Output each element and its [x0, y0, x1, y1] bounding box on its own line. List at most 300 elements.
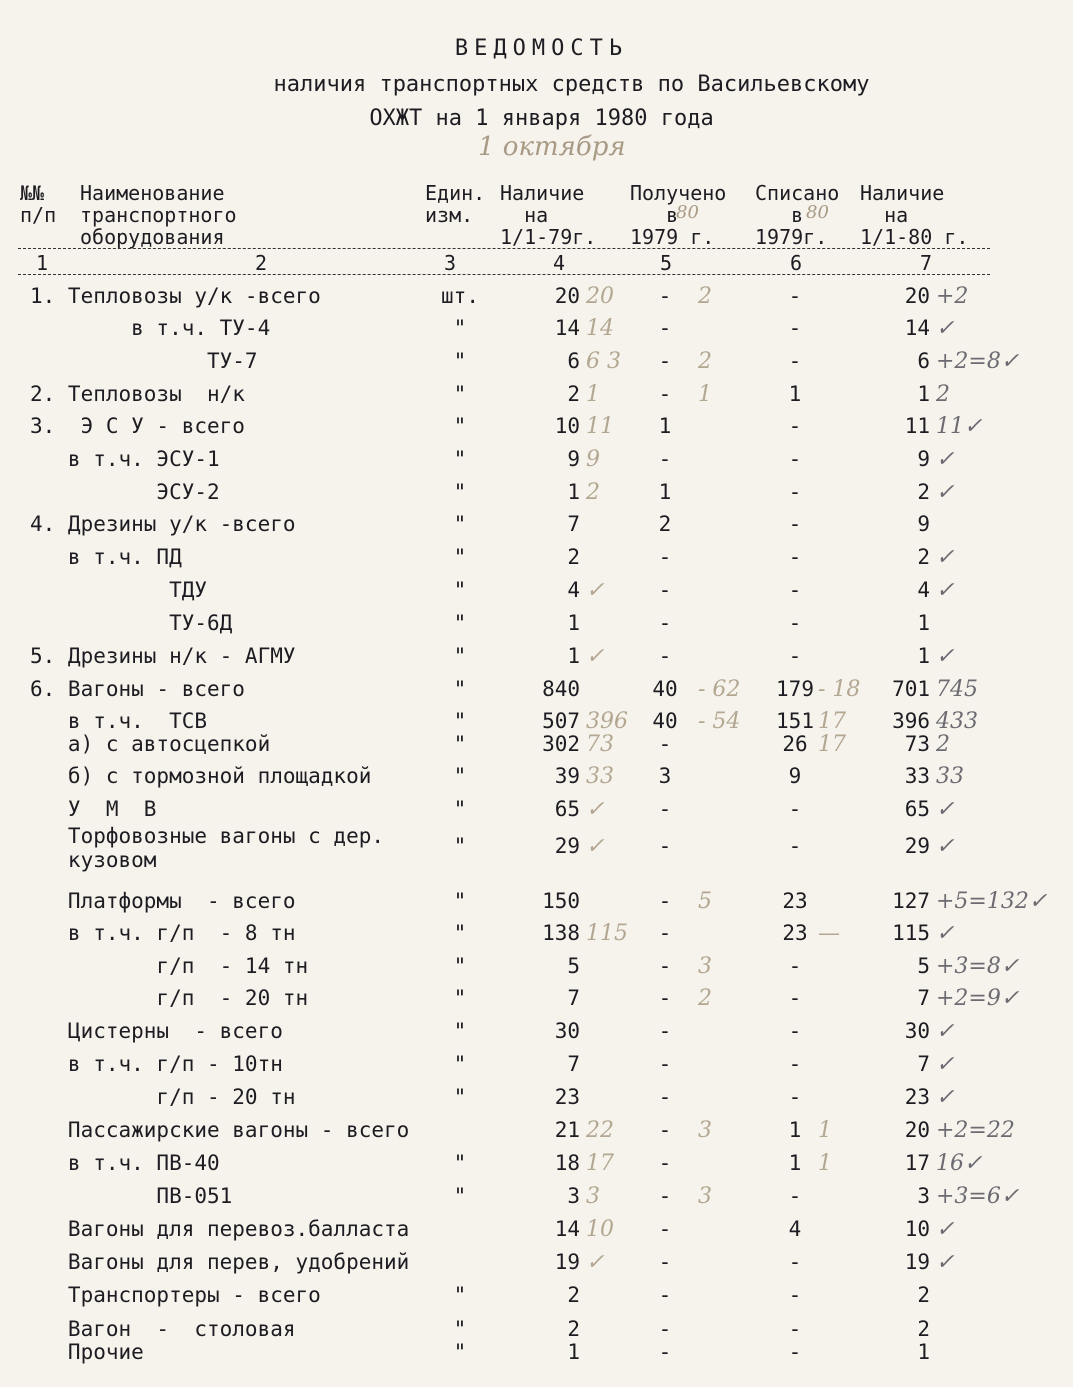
written-off-1979: 179: [776, 677, 814, 701]
received-1979: -: [658, 954, 672, 978]
handwritten-note-end: ✓: [936, 545, 955, 570]
handwritten-date-correction: 1 октября: [478, 132, 626, 162]
count-start-1979: 2: [567, 1283, 580, 1307]
item-name: Торфовозные вагоны с дер. кузовом: [67, 824, 385, 872]
item-name: Платформы - всего: [30, 889, 296, 913]
handwritten-note-end: 2: [936, 382, 950, 407]
written-off-1979: -: [788, 480, 802, 504]
unit-of-measure: ": [453, 732, 467, 756]
count-start-1979: 7: [567, 986, 580, 1010]
item-name: Вагоны для перевоз.балласта: [30, 1217, 410, 1241]
received-1979: 2: [658, 512, 672, 536]
count-start-1979: 1: [567, 611, 580, 635]
count-start-1979: 2: [567, 545, 580, 569]
count-start-1980: 10: [904, 1217, 930, 1241]
handwritten-note-end: ✓: [936, 834, 955, 859]
received-1979: -: [658, 1019, 672, 1043]
count-start-1979: 19: [554, 1250, 580, 1274]
handwritten-note-start: ✓: [586, 834, 605, 859]
received-1979: 3: [658, 764, 672, 788]
handwritten-note-end: ✓: [936, 447, 955, 472]
count-start-1979: 138: [542, 921, 580, 945]
written-off-1979: -: [788, 447, 802, 471]
handwritten-note-end: ✓: [936, 316, 955, 341]
item-name: Пассажирские вагоны - всего: [30, 1118, 410, 1142]
count-start-1979: 20: [554, 284, 580, 308]
count-start-1980: 396: [892, 709, 930, 733]
item-name: в т.ч. г/п - 8 тн: [30, 921, 296, 945]
table-row: [0, 476, 1003, 509]
column-number: 4: [553, 251, 566, 275]
count-start-1979: 10: [554, 414, 580, 438]
item-name: 6. Вагоны - всего: [30, 677, 245, 701]
received-1979: -: [658, 447, 672, 471]
handwritten-note-end: ✓: [936, 578, 955, 603]
handwritten-note-received: 2: [698, 986, 712, 1011]
table-row: [0, 508, 1003, 541]
count-start-1980: 2: [917, 1317, 930, 1341]
table-row: [0, 1015, 1003, 1048]
table-row: [0, 950, 1020, 983]
column-number: 5: [660, 251, 673, 275]
count-start-1980: 1: [917, 644, 930, 668]
item-name: У М В: [30, 797, 157, 821]
written-off-1979: -: [788, 1085, 802, 1109]
table-row: [0, 1048, 1003, 1081]
unit-of-measure: ": [453, 1283, 467, 1307]
unit-of-measure: ": [453, 677, 467, 701]
count-start-1980: 19: [904, 1250, 930, 1274]
count-start-1979: 9: [567, 447, 580, 471]
count-start-1980: 33: [904, 764, 930, 788]
count-start-1980: 29: [904, 834, 930, 858]
count-start-1979: 18: [554, 1151, 580, 1175]
count-start-1980: 65: [904, 797, 930, 821]
count-start-1980: 73: [904, 732, 930, 756]
received-1979: -: [658, 1217, 672, 1241]
received-1979: -: [658, 732, 672, 756]
handwritten-note-start: 14: [586, 316, 614, 341]
header-divider: [18, 248, 990, 249]
written-off-1979: -: [788, 1184, 802, 1208]
count-start-1979: 29: [554, 834, 580, 858]
table-row: [0, 640, 1003, 673]
table-row: [0, 982, 1020, 1015]
item-name: Прочие: [30, 1340, 144, 1364]
handwritten-note-written-off: 17: [818, 732, 846, 757]
unit-of-measure: ": [453, 480, 467, 504]
written-off-1979: -: [788, 545, 802, 569]
unit-of-measure: ": [453, 954, 467, 978]
count-start-1979: 14: [554, 316, 580, 340]
unit-of-measure: ": [453, 709, 467, 733]
count-start-1980: 3: [917, 1184, 930, 1208]
count-start-1980: 2: [917, 545, 930, 569]
received-1979: -: [658, 797, 672, 821]
table-row: [0, 673, 1003, 706]
handwritten-note-end: 33: [936, 764, 964, 789]
unit-of-measure: ": [453, 349, 467, 373]
handwritten-note-end: ✓: [936, 480, 955, 505]
count-start-1980: 2: [917, 480, 930, 504]
unit-of-measure: ": [453, 545, 467, 569]
handwritten-note-end: +3=8✓: [936, 954, 1020, 979]
handwritten-note-received: 3: [698, 1118, 712, 1143]
table-row: [0, 793, 1003, 826]
column-number: 1: [36, 251, 49, 275]
handwritten-note-received: 3: [698, 954, 712, 979]
unit-of-measure: ": [453, 764, 467, 788]
table-row: [0, 1180, 1020, 1213]
item-name: ТУ-7: [30, 349, 258, 373]
item-name: 5. Дрезины н/к - АГМУ: [30, 644, 296, 668]
item-name: в т.ч. ТСВ: [30, 709, 208, 733]
column-number: 3: [444, 251, 457, 275]
handwritten-note-start: ✓: [586, 644, 605, 669]
written-off-1979: 26: [782, 732, 808, 756]
received-1979: -: [658, 1118, 672, 1142]
document-date-line: ОХЖТ на 1 января 1980 года: [369, 106, 714, 131]
header-col-start-count: Наличие на 1/1-79г.: [500, 181, 597, 249]
received-1979: 1: [658, 414, 672, 438]
item-name: г/п - 20 тн: [30, 986, 309, 1010]
item-name: б) с тормозной площадкой: [30, 764, 372, 788]
received-1979: -: [658, 316, 672, 340]
count-start-1980: 17: [904, 1151, 930, 1175]
count-start-1979: 6: [567, 349, 580, 373]
unit-of-measure: ": [453, 1085, 467, 1109]
count-start-1979: 1: [567, 480, 580, 504]
table-row: [0, 917, 1003, 950]
count-start-1979: 4: [567, 578, 580, 602]
received-1979: -: [658, 284, 672, 308]
handwritten-note-written-off: 1: [818, 1118, 832, 1143]
handwritten-note-start: ✓: [586, 1250, 605, 1275]
item-name: в т.ч. ПВ-40: [30, 1151, 220, 1175]
written-off-1979: -: [788, 986, 802, 1010]
received-1979: -: [658, 834, 672, 858]
count-start-1979: 840: [542, 677, 580, 701]
table-row: [0, 1114, 1015, 1147]
handwritten-note-end: ✓: [936, 1217, 955, 1242]
written-off-1979: -: [788, 349, 802, 373]
handwritten-note-end: +2: [936, 284, 969, 309]
handwritten-note-start: ✓: [586, 578, 605, 603]
unit-of-measure: ": [453, 447, 467, 471]
item-name: 1. Тепловозы у/к -всего: [30, 284, 321, 308]
received-1979: -: [658, 644, 672, 668]
received-1979: -: [658, 1085, 672, 1109]
item-name: ПВ-051: [30, 1184, 233, 1208]
handwritten-note-written-off: 1: [818, 1151, 832, 1176]
item-name: в т.ч. ЭСУ-1: [30, 447, 220, 471]
handwritten-note-start: 17: [586, 1151, 614, 1176]
written-off-1979: -: [788, 1250, 802, 1274]
unit-of-measure: ": [453, 986, 467, 1010]
count-start-1979: 7: [567, 512, 580, 536]
written-off-1979: -: [788, 954, 802, 978]
received-1979: -: [658, 1283, 672, 1307]
written-off-1979: 23: [782, 889, 808, 913]
handwritten-note-received: 2: [698, 284, 712, 309]
handwritten-note-start: 2: [586, 480, 600, 505]
handwritten-note-start: 11: [586, 414, 614, 439]
item-name: 3. Э С У - всего: [30, 414, 245, 438]
unit-of-measure: ": [453, 1151, 467, 1175]
table-row: [0, 312, 1003, 345]
received-1979: -: [658, 1052, 672, 1076]
unit-of-measure: ": [453, 1052, 467, 1076]
received-1979: -: [658, 578, 672, 602]
item-name: в т.ч. ПД: [30, 545, 182, 569]
handwritten-note-start: 3: [586, 1184, 600, 1209]
unit-of-measure: ": [453, 644, 467, 668]
count-start-1980: 20: [904, 284, 930, 308]
table-row: [0, 760, 1003, 793]
written-off-1979: -: [788, 512, 802, 536]
document-title: ВЕДОМОСТЬ: [454, 36, 629, 61]
unit-of-measure: ": [453, 1317, 467, 1341]
handwritten-note-start: ✓: [586, 797, 605, 822]
item-name: а) с автосцепкой: [30, 732, 271, 756]
unit-of-measure: ": [453, 512, 467, 536]
item-name: г/п - 14 тн: [30, 954, 309, 978]
written-off-1979: -: [788, 316, 802, 340]
table-row: [0, 443, 1003, 476]
received-1979: 40: [652, 709, 678, 733]
count-start-1980: 701: [892, 677, 930, 701]
written-off-1979: -: [788, 1019, 802, 1043]
header-handwritten-year: 80: [806, 202, 829, 223]
written-off-1979: -: [788, 797, 802, 821]
column-number: 2: [255, 251, 268, 275]
received-1979: -: [658, 1317, 672, 1341]
written-off-1979: 23: [782, 921, 808, 945]
document-subtitle: наличия транспортных средств по Васильевскому: [273, 72, 870, 97]
table-row: [0, 1279, 1003, 1312]
unit-of-measure: ": [453, 889, 467, 913]
item-name: ЭСУ-2: [30, 480, 220, 504]
count-start-1980: 20: [904, 1118, 930, 1142]
handwritten-note-end: ✓: [936, 644, 955, 669]
handwritten-note-start: 1: [586, 382, 600, 407]
table-row: [0, 885, 1048, 918]
table-row: [0, 1213, 1003, 1246]
count-start-1980: 23: [904, 1085, 930, 1109]
item-name: Вагон - столовая: [30, 1317, 296, 1341]
count-start-1980: 7: [917, 986, 930, 1010]
handwritten-note-start: 10: [586, 1217, 614, 1242]
handwritten-note-end: ✓: [936, 797, 955, 822]
written-off-1979: -: [788, 644, 802, 668]
count-start-1980: 7: [917, 1052, 930, 1076]
count-start-1980: 9: [917, 512, 930, 536]
received-1979: -: [658, 921, 672, 945]
unit-of-measure: ": [453, 921, 467, 945]
table-row: [0, 728, 1003, 761]
count-start-1979: 39: [554, 764, 580, 788]
handwritten-note-end: ✓: [936, 1085, 955, 1110]
count-start-1979: 5: [567, 954, 580, 978]
table-row: [0, 1336, 1003, 1369]
count-start-1979: 7: [567, 1052, 580, 1076]
written-off-1979: 151: [776, 709, 814, 733]
table-row: [0, 345, 1020, 378]
table-row: [0, 607, 1003, 640]
count-start-1979: 507: [542, 709, 580, 733]
handwritten-note-start: 115: [586, 921, 628, 946]
written-off-1979: 9: [788, 764, 802, 788]
header-col-number: №№ п/п: [20, 181, 57, 227]
column-number-divider: [18, 274, 990, 275]
unit-of-measure: ": [453, 578, 467, 602]
item-name: в т.ч. г/п - 10тн: [30, 1052, 283, 1076]
unit-of-measure: ": [453, 834, 467, 858]
written-off-1979: 4: [788, 1217, 802, 1241]
header-col-unit: Един. изм.: [425, 181, 486, 227]
handwritten-note-end: ✓: [936, 1250, 955, 1275]
item-name: ТУ-6Д: [30, 611, 233, 635]
written-off-1979: 1: [788, 1118, 802, 1142]
handwritten-note-end: 16✓: [936, 1151, 983, 1176]
count-start-1979: 1: [567, 1340, 580, 1364]
table-row: [0, 280, 1003, 313]
count-start-1979: 30: [554, 1019, 580, 1043]
handwritten-note-start: 22: [586, 1118, 614, 1143]
count-start-1979: 14: [554, 1217, 580, 1241]
handwritten-note-written-off: 17: [818, 709, 846, 734]
received-1979: -: [658, 889, 672, 913]
written-off-1979: 1: [788, 1151, 802, 1175]
table-row: [0, 410, 1003, 443]
item-name: ТДУ: [30, 578, 208, 602]
table-row: [0, 574, 1003, 607]
received-1979: -: [658, 1340, 672, 1364]
received-1979: 40: [652, 677, 678, 701]
table-row: [0, 824, 1003, 872]
count-start-1979: 65: [554, 797, 580, 821]
column-number: 7: [920, 251, 933, 275]
count-start-1980: 6: [917, 349, 930, 373]
header-col-received: Получено в 1979 г.: [630, 181, 727, 249]
handwritten-note-end: +2=22: [936, 1118, 1015, 1143]
handwritten-note-received: 2: [698, 349, 712, 374]
item-name: в т.ч. ТУ-4: [30, 316, 271, 340]
handwritten-note-start: 9: [586, 447, 600, 472]
header-col-name: Наименование транспортного оборудования: [80, 181, 237, 249]
item-name: Вагоны для перев, удобрений: [30, 1250, 410, 1274]
table-row: [0, 378, 1003, 411]
column-number: 6: [790, 251, 803, 275]
count-start-1979: 3: [567, 1184, 580, 1208]
count-start-1980: 5: [917, 954, 930, 978]
received-1979: -: [658, 349, 672, 373]
count-start-1980: 30: [904, 1019, 930, 1043]
count-start-1980: 1: [917, 1340, 930, 1364]
handwritten-note-received: 3: [698, 1184, 712, 1209]
handwritten-note-end: +3=6✓: [936, 1184, 1020, 1209]
table-row: [0, 1246, 1003, 1279]
count-start-1980: 115: [892, 921, 930, 945]
received-1979: -: [658, 382, 672, 406]
received-1979: -: [658, 1151, 672, 1175]
received-1979: -: [658, 1250, 672, 1274]
handwritten-note-received: - 62: [698, 677, 741, 702]
handwritten-note-received: - 54: [698, 709, 741, 734]
handwritten-note-received: 1: [698, 382, 712, 407]
received-1979: -: [658, 611, 672, 635]
unit-of-measure: шт.: [441, 284, 479, 308]
count-start-1980: 2: [917, 1283, 930, 1307]
item-name: Цистерны - всего: [30, 1019, 283, 1043]
handwritten-note-end: +2=8✓: [936, 349, 1020, 374]
written-off-1979: -: [788, 611, 802, 635]
count-start-1980: 11: [904, 414, 930, 438]
count-start-1980: 1: [917, 611, 930, 635]
handwritten-note-start: 20: [586, 284, 614, 309]
handwritten-note-end: 745: [936, 677, 978, 702]
unit-of-measure: ": [453, 611, 467, 635]
count-start-1980: 4: [917, 578, 930, 602]
table-row: [0, 541, 1003, 574]
handwritten-note-end: ✓: [936, 1052, 955, 1077]
written-off-1979: -: [788, 1283, 802, 1307]
table-row: [0, 1147, 1003, 1180]
unit-of-measure: ": [453, 1019, 467, 1043]
count-start-1980: 1: [917, 382, 930, 406]
header-col-written-off: Списано в 1979г.: [755, 181, 840, 249]
header-col-end-count: Наличие на 1/1-80 г.: [860, 181, 969, 249]
count-start-1979: 23: [554, 1085, 580, 1109]
written-off-1979: -: [788, 284, 802, 308]
received-1979: 1: [658, 480, 672, 504]
written-off-1979: -: [788, 414, 802, 438]
written-off-1979: -: [788, 834, 802, 858]
unit-of-measure: ": [453, 414, 467, 438]
item-name: г/п - 20 тн: [30, 1085, 296, 1109]
received-1979: -: [658, 545, 672, 569]
handwritten-note-start: 6 3: [586, 349, 621, 374]
handwritten-note-end: +5=132✓: [936, 889, 1048, 914]
count-start-1979: 2: [567, 382, 580, 406]
written-off-1979: -: [788, 578, 802, 602]
unit-of-measure: ": [453, 382, 467, 406]
count-start-1979: 2: [567, 1317, 580, 1341]
unit-of-measure: ": [453, 797, 467, 821]
handwritten-note-start: 396: [586, 709, 628, 734]
handwritten-note-start: 33: [586, 764, 614, 789]
handwritten-note-written-off: —: [818, 921, 840, 946]
written-off-1979: -: [788, 1052, 802, 1076]
item-name: Транспортеры - всего: [30, 1283, 321, 1307]
handwritten-note-end: 11✓: [936, 414, 983, 439]
count-start-1979: 150: [542, 889, 580, 913]
table-row: [0, 1081, 1003, 1114]
handwritten-note-end: ✓: [936, 921, 955, 946]
handwritten-note-received: 5: [698, 889, 712, 914]
received-1979: -: [658, 1184, 672, 1208]
count-start-1979: 1: [567, 644, 580, 668]
header-handwritten-year: 80: [676, 202, 699, 223]
count-start-1980: 127: [892, 889, 930, 913]
handwritten-note-written-off: - 18: [818, 677, 861, 702]
received-1979: -: [658, 986, 672, 1010]
count-start-1979: 21: [554, 1118, 580, 1142]
count-start-1980: 9: [917, 447, 930, 471]
written-off-1979: -: [788, 1340, 802, 1364]
handwritten-note-end: ✓: [936, 1019, 955, 1044]
handwritten-note-end: +2=9✓: [936, 986, 1020, 1011]
